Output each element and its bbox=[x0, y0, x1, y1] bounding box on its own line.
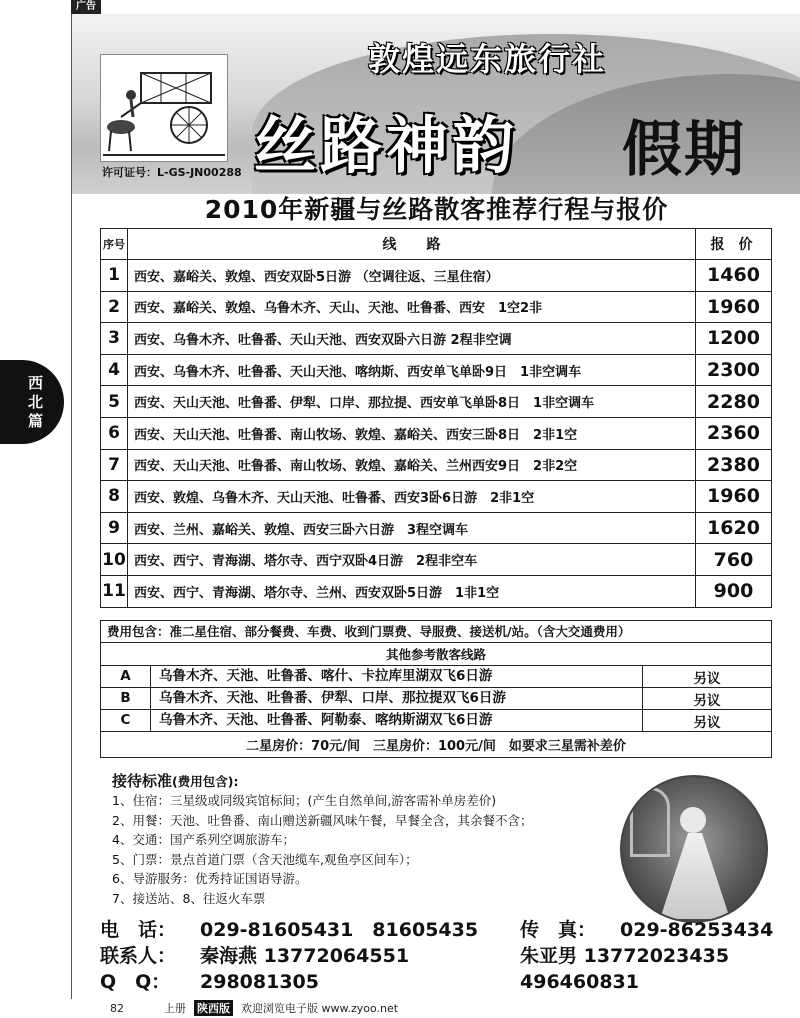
other-route-description: 乌鲁木齐、天池、吐鲁番、伊犁、口岸、那拉提双飞6日游 bbox=[151, 688, 643, 709]
route-price: 1620 bbox=[696, 512, 772, 544]
edition-badge: 陕西版 bbox=[194, 1000, 233, 1016]
route-price: 2380 bbox=[696, 449, 772, 481]
company-name: 敦煌远东旅行社 bbox=[368, 40, 607, 78]
person-label: 联系人： bbox=[100, 945, 177, 967]
region-side-tab-label: 西北篇 bbox=[28, 374, 44, 430]
reception-item: 5、门票：景点首道门票（含天池缆车,观鱼亭区间车）； bbox=[112, 851, 418, 867]
route-description: 西安、天山天池、吐鲁番、伊犁、口岸、那拉提、西安单飞单卧8日 1非空调车 bbox=[128, 386, 696, 418]
route-description: 西安、乌鲁木齐、吐鲁番、天山天池、西安双卧六日游 2程非空调 bbox=[128, 323, 696, 355]
page-headline: 2010年新疆与丝路散客推荐行程与报价 bbox=[204, 195, 669, 224]
contact-qq-row bbox=[100, 969, 790, 995]
reception-item: 2、用餐：天池、吐鲁番、南山赠送新疆风味午餐，早餐全含，其余餐不含； bbox=[112, 812, 533, 828]
route-number: 4 bbox=[101, 354, 128, 386]
qq-number-1: 298081305 bbox=[200, 971, 319, 993]
dancer-photo bbox=[620, 775, 768, 923]
qq-label: Q Q： bbox=[100, 971, 171, 993]
table-row bbox=[101, 291, 772, 323]
route-number: 8 bbox=[101, 481, 128, 513]
route-price-table bbox=[100, 228, 772, 608]
column-header-route: 线路 bbox=[128, 229, 696, 260]
table-row bbox=[101, 449, 772, 481]
route-number: 1 bbox=[101, 260, 128, 292]
reception-title-text: 接待标准 bbox=[112, 772, 173, 790]
column-header-price: 报价 bbox=[696, 229, 772, 260]
table-row bbox=[101, 323, 772, 355]
phone-label: 电 话： bbox=[100, 919, 177, 941]
route-number: 10 bbox=[101, 544, 128, 576]
route-price: 900 bbox=[696, 575, 772, 607]
reception-item: 4、交通：国产系列空调旅游车； bbox=[112, 832, 295, 847]
other-route-description: 乌鲁木齐、天池、吐鲁番、喀什、卡拉库里湖双飞6日游 bbox=[151, 666, 643, 687]
room-price: 二星房价：70元/间 三星房价：100元/间 如要求三星需补差价 bbox=[246, 739, 626, 754]
route-number: 6 bbox=[101, 417, 128, 449]
route-number: 3 bbox=[101, 323, 128, 355]
volume-label: 上册 bbox=[164, 1002, 186, 1015]
reception-item: 1、住宿：三星级或同级宾馆标间；(产生自然单间,游客需补单房差价) bbox=[112, 793, 497, 808]
other-routes-list bbox=[101, 666, 771, 732]
route-number: 5 bbox=[101, 386, 128, 418]
dancer-head bbox=[680, 807, 706, 833]
other-route-code: C bbox=[101, 710, 151, 731]
cost-included: 费用包含：准二星住宿、部分餐费、车费、收到门票费、导服费、接送机/站。（含大交通费用） bbox=[101, 621, 771, 643]
other-route-note: 另议 bbox=[693, 670, 721, 687]
reception-title bbox=[112, 770, 712, 791]
route-description: 西安、乌鲁木齐、吐鲁番、天山天池、喀纳斯、西安单飞单卧9日 1非空调车 bbox=[128, 354, 696, 386]
table-row bbox=[101, 354, 772, 386]
route-number: 2 bbox=[101, 291, 128, 323]
table-row bbox=[101, 417, 772, 449]
qq-number-2: 496460831 bbox=[520, 971, 639, 993]
route-description: 西安、嘉峪关、敦煌、乌鲁木齐、天山、天池、吐鲁番、西安 1空2非 bbox=[128, 291, 696, 323]
column-header-no: 序号 bbox=[101, 229, 128, 260]
reception-title-note: (费用包含): bbox=[172, 774, 239, 789]
route-description: 西安、西宁、青海湖、塔尔寺、西宁双卧4日游 2程非空车 bbox=[128, 544, 696, 576]
route-number: 9 bbox=[101, 512, 128, 544]
reception-item: 7、接送站、8、往返火车票 bbox=[112, 890, 266, 906]
license-number: 许可证号：L-GS-JN00288 bbox=[102, 166, 242, 179]
dancer-dress bbox=[660, 833, 730, 919]
other-route-description: 乌鲁木齐、天池、吐鲁番、阿勒泰、喀纳斯湖双飞6日游 bbox=[151, 710, 643, 731]
table-body bbox=[101, 260, 772, 608]
contact-person-1: 秦海燕 13772064551 bbox=[200, 945, 410, 967]
route-price: 1200 bbox=[696, 323, 772, 355]
route-price: 2300 bbox=[696, 354, 772, 386]
reception-item: 6、导游服务：优秀持证国语导游。 bbox=[112, 871, 308, 886]
other-route-row bbox=[101, 688, 771, 710]
route-price: 2360 bbox=[696, 417, 772, 449]
contact-phone-row bbox=[100, 917, 790, 943]
table-row bbox=[101, 512, 772, 544]
contact-person-row bbox=[100, 943, 790, 969]
other-route-row bbox=[101, 710, 771, 732]
other-route-note: 另议 bbox=[693, 692, 721, 709]
route-number: 11 bbox=[101, 575, 128, 607]
page-footer bbox=[110, 1000, 398, 1016]
route-price: 1960 bbox=[696, 291, 772, 323]
route-number: 7 bbox=[101, 449, 128, 481]
other-route-code: A bbox=[101, 666, 151, 687]
table-row bbox=[101, 481, 772, 513]
route-description: 西安、西宁、青海湖、塔尔寺、兰州、西安双卧5日游 1非1空 bbox=[128, 575, 696, 607]
route-description: 西安、天山天池、吐鲁番、南山牧场、敦煌、嘉峪关、西安三卧8日 2非1空 bbox=[128, 417, 696, 449]
contact-person-2: 朱亚男 13772023435 bbox=[520, 945, 730, 967]
ad-label: 广告 bbox=[71, 0, 101, 14]
other-routes-title: 其他参考散客线路 bbox=[101, 643, 771, 666]
route-price: 760 bbox=[696, 544, 772, 576]
route-description: 西安、天山天池、吐鲁番、南山牧场、敦煌、嘉峪关、兰州西安9日 2非2空 bbox=[128, 449, 696, 481]
footer-link[interactable]: 欢迎浏览电子版 www.zyoo.net bbox=[241, 1002, 399, 1015]
page-number: 82 bbox=[110, 1001, 124, 1015]
other-route-code: B bbox=[101, 688, 151, 709]
table-row bbox=[101, 260, 772, 292]
arch-shape bbox=[630, 787, 670, 857]
fax-label: 传 真： bbox=[520, 919, 597, 941]
other-route-row bbox=[101, 666, 771, 688]
other-route-note: 另议 bbox=[693, 714, 721, 731]
route-description: 西安、嘉峪关、敦煌、西安双卧5日游 （空调往返、三星住宿） bbox=[128, 260, 696, 292]
cart-logo bbox=[100, 54, 228, 162]
cost-info-box bbox=[100, 620, 772, 758]
fax-number: 029-86253434 bbox=[620, 919, 774, 941]
contact-block bbox=[100, 917, 790, 995]
table-header-row bbox=[101, 229, 772, 260]
hero-banner bbox=[72, 14, 800, 194]
holiday-title: 假期 bbox=[622, 115, 746, 185]
table-row bbox=[101, 544, 772, 576]
route-price: 1460 bbox=[696, 260, 772, 292]
route-description: 西安、敦煌、乌鲁木齐、天山天池、吐鲁番、西安3卧6日游 2非1空 bbox=[128, 481, 696, 513]
table-row bbox=[101, 575, 772, 607]
phone-number: 029-81605431 81605435 bbox=[200, 919, 479, 941]
route-price: 1960 bbox=[696, 481, 772, 513]
region-side-tab bbox=[0, 360, 64, 444]
route-description: 西安、兰州、嘉峪关、敦煌、西安三卧六日游 3程空调车 bbox=[128, 512, 696, 544]
route-price: 2280 bbox=[696, 386, 772, 418]
table-row bbox=[101, 386, 772, 418]
brush-title: 丝路神韵 bbox=[254, 109, 519, 182]
